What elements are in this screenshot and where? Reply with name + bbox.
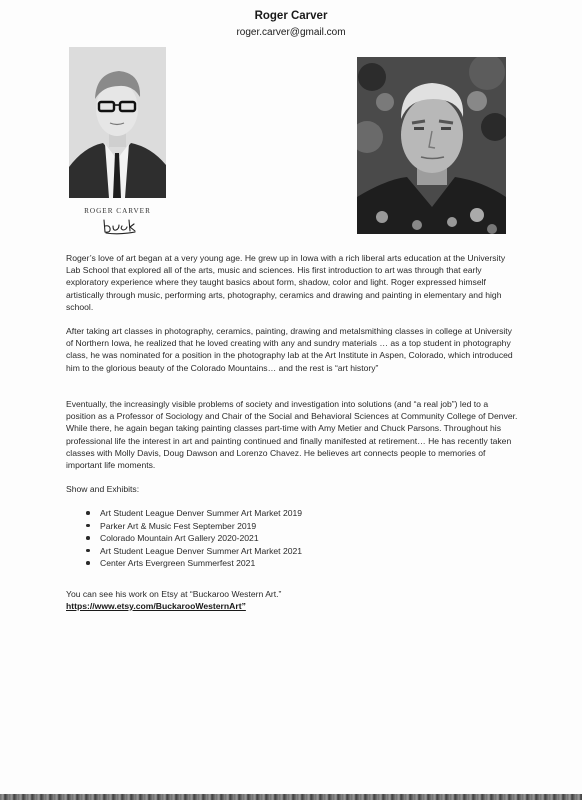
- bullet-icon: [86, 549, 90, 553]
- exhibit-label: Colorado Mountain Art Gallery 2020-2021: [100, 533, 259, 544]
- recent-portrait-photo: [357, 57, 506, 234]
- bio-paragraph-3: Eventually, the increasingly visible problems of society and investigation into solutions (and “a real job”) led to a position as a Professor of Sociology and Chair of the Social and Behavioral Sciences at Community College of Denver. While there, he again began taking painting classes part-time with Amy Metier and Chuck Parsons. Throughout his professional life the interest in art and painting continued and finally manifested at retirement… He has recently taken classes with Molly Davis, Doug Dawson and Lorenzo Chavez. He believes art connects people to memories of important life moments.: [66, 399, 518, 471]
- bio-paragraph-2: After taking art classes in photography, ceramics, painting, drawing and metalsmithing classes in college at University of Northern Iowa, he realized that he loved creating with any and sundry materials … as a top student in photography class, he was nominated for a position in the photography lab at the Art Institute in Aspen, Colorado, which introduced him to the glorious beauty of the Colorado Mountains… and the rest is “art history”: [66, 326, 513, 373]
- list-item: [66, 557, 302, 570]
- photo-caption: ROGER CARVER: [84, 207, 151, 215]
- list-item: [66, 520, 302, 533]
- handwritten-signature: [101, 217, 137, 240]
- exhibit-label: Art Student League Denver Summer Art Market 2019: [100, 508, 303, 518]
- list-item: [66, 545, 302, 558]
- etsy-link[interactable]: https://www.etsy.com/BuckarooWesternArt”: [66, 601, 246, 611]
- etsy-sentence: You can see his work on Etsy at “Buckaroo Western Art.”: [66, 589, 282, 599]
- exhibit-label: Center Arts Evergreen Summerfest 2021: [100, 558, 256, 569]
- bullet-icon: [86, 561, 90, 565]
- exhibit-label: Parker Art & Music Fest September 2019: [100, 520, 257, 531]
- bio-paragraph-1: Roger’s love of art began at a very young age. He grew up in Iowa with a rich liberal arts education at the University Lab School that explored all of the arts, music and sciences. His first introduction to art was through that early exploratory experience where they taught basics about form, shadow, color and light. Roger expressed himself artistically through music, performing arts, photography, ceramics and drawing and painting in elementary and high school.: [66, 253, 506, 312]
- bullet-icon: [86, 536, 90, 540]
- scan-edge-artifact: [0, 794, 582, 800]
- yearbook-portrait-photo: [69, 47, 166, 198]
- author-email: roger.carver@gmail.com: [236, 27, 346, 38]
- exhibit-list: [66, 507, 302, 570]
- bullet-icon: [86, 524, 90, 528]
- author-name: Roger Carver: [254, 10, 328, 22]
- bullet-icon: [86, 511, 90, 515]
- exhibit-label: Art Student League Denver Summer Art Market 2021: [100, 545, 303, 556]
- list-item: [66, 532, 302, 545]
- list-item: [66, 507, 302, 520]
- shows-heading: Show and Exhibits:: [66, 484, 140, 494]
